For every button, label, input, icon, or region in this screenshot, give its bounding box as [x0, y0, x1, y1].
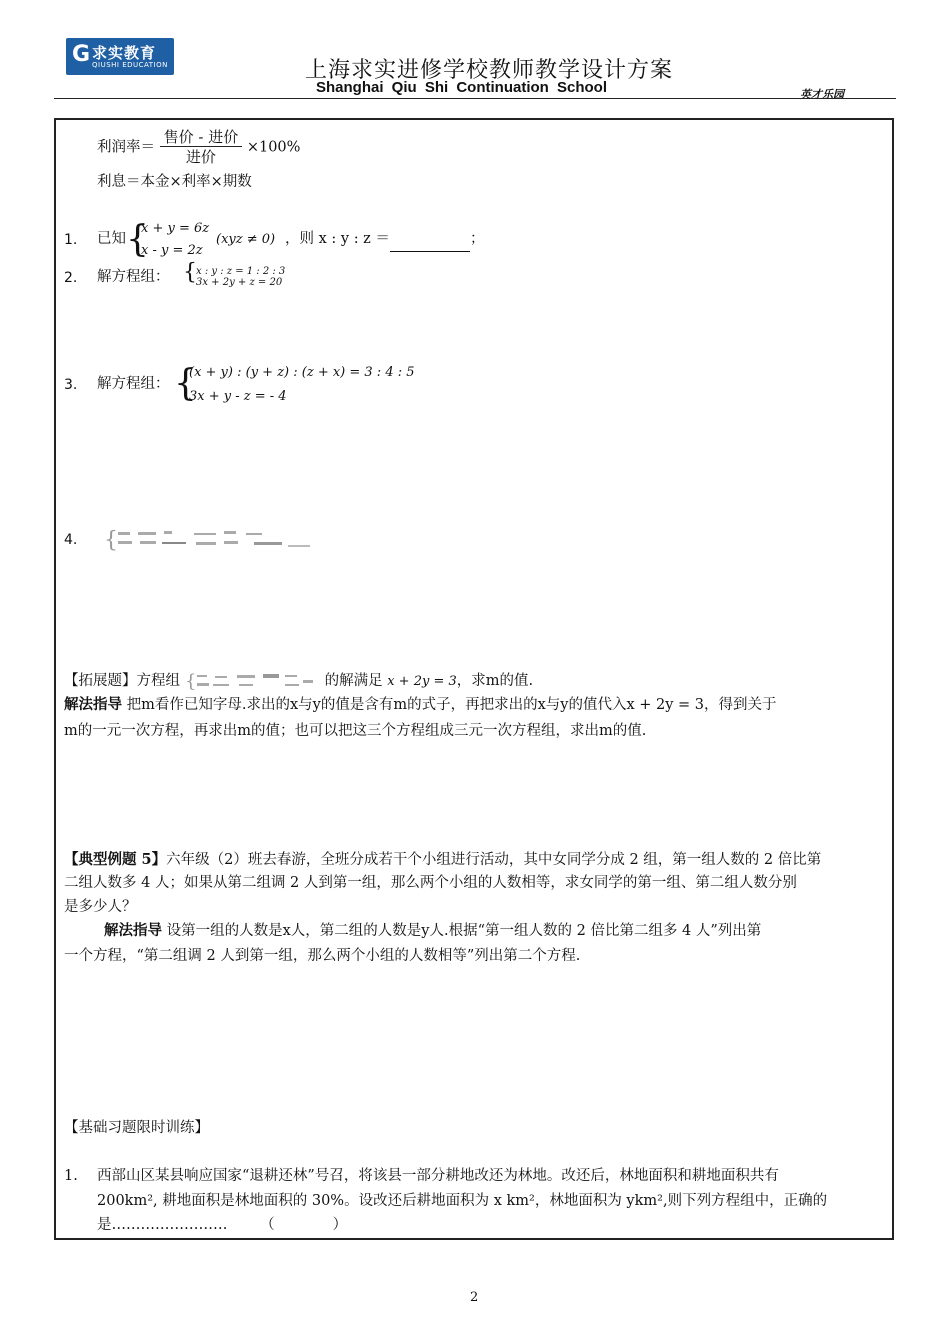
training-q1-text-3: 是…………………… — [97, 1217, 228, 1233]
extension-guide-text-1: 把m看作已知字母.求出的x与y的值是含有m的式子，再把求出的x与y的值代入x + 2y = 3，得到关于 — [122, 697, 777, 713]
training-q1-line-2: 200km², 耕地面积是林地面积的 30%。设改还后耕地面积为 x km²，林地面积为 ykm²,则下列方程组中，正确的 — [97, 1193, 828, 1209]
training-heading: 【基础习题限时训练】 — [64, 1120, 209, 1136]
problem-2-number: 2. — [64, 270, 78, 286]
answer-parentheses: （ ） — [260, 1217, 348, 1233]
example5-guide-line-2: 一个方程，“第二组调 2 人到第一组，那么两个小组的人数相等”列出第二个方程. — [64, 948, 581, 964]
problem-2-brace: { — [183, 260, 197, 285]
problem-1-eq2: x - y = 2z — [141, 243, 203, 258]
header-divider — [54, 98, 896, 99]
problem-1-number: 1. — [64, 232, 78, 248]
training-q1-number: 1. — [64, 1168, 78, 1184]
problem-1-tail: ； — [469, 231, 485, 247]
svg-text:{: { — [184, 672, 197, 690]
page-title: 上海求实进修学校教师教学设计方案 — [305, 58, 674, 83]
training-q1-line-3 — [97, 1213, 347, 1238]
header-tag: 英才乐园 — [800, 88, 844, 101]
extension-text-2: 的解满足 — [324, 673, 383, 689]
profit-numerator: 售价 - 进价 — [160, 128, 243, 147]
garbled-system-icon — [185, 672, 325, 690]
problem-1-ask — [285, 227, 484, 252]
interest-formula: 利息＝本金×利率×期数 — [97, 174, 252, 190]
problem-2-eq2: 3x + 2y + z = 20 — [196, 277, 283, 288]
example5-text-1: 六年级（2）班去春游，全班分成若干个小组进行活动，其中女同学分成 2 组，第一组人数的 2 倍比第 — [166, 852, 822, 868]
extension-problem — [64, 669, 533, 694]
extension-condition: x + 2y = 3 — [387, 674, 457, 689]
example5-tag: 【典型例题 5】 — [64, 851, 167, 868]
extension-guide-line-2: m的一元一次方程，再求出m的值；也可以把这三个方程组成三元一次方程组，求出m的值. — [64, 723, 647, 739]
example5-guide-label: 解法指导 — [104, 922, 162, 939]
example5-line-2: 二组人数多 4 人；如果从第二组调 2 人到第一组，那么两个小组的人数相等，求女同学的第一组、第二组人数分别 — [64, 875, 797, 891]
problem-3-eq2: 3x + y - z = - 4 — [189, 389, 287, 404]
logo-text-en: QIUSHI EDUCATION — [92, 61, 168, 69]
logo-text-cn: 求实教育 — [92, 44, 157, 62]
profit-denominator: 进价 — [185, 148, 216, 166]
extension-text-3: ，求m的值. — [456, 673, 534, 689]
page-subtitle: Shanghai Qiu Shi Continuation School — [316, 79, 607, 96]
problem-1-condition: (xyz ≠ 0) — [216, 232, 276, 247]
problem-1-brace: { — [126, 219, 149, 260]
problem-3-eq1: (x + y) : (y + z) : (z + x) = 3 : 4 : 5 — [189, 365, 415, 380]
answer-blank — [390, 237, 470, 252]
example5-line-1 — [64, 847, 884, 873]
training-q1-line-1: 西部山区某县响应国家“退耕还林”号召，将该县一部分耕地改还为林地。改还后，林地面积和耕地面积共有 — [97, 1168, 779, 1184]
problem-2-eq1: x : y : z = 1 : 2 : 3 — [196, 266, 286, 277]
problem-3-number: 3. — [64, 377, 78, 393]
garbled-equation-icon — [104, 527, 314, 553]
example5-guide-text-1: 设第一组的人数是x人，第二组的人数是y人.根据“第一组人数的 2 倍比第二组多 4 人”列出第 — [162, 923, 762, 939]
profit-tail: ×100% — [246, 139, 301, 156]
extension-guide-label: 解法指导 — [64, 696, 122, 713]
profit-fraction — [160, 128, 243, 167]
school-logo — [66, 38, 174, 75]
profit-formula — [97, 128, 300, 167]
problem-4-number: 4. — [64, 532, 78, 548]
problem-1-ask-text: ，则 x : y : z ＝ — [285, 231, 390, 247]
svg-text:{: { — [104, 528, 118, 553]
problem-4-equation-image — [104, 527, 314, 557]
logo-icon: G — [72, 42, 91, 67]
example5-line-3: 是多少人？ — [64, 899, 137, 915]
problem-3-lead: 解方程组： — [97, 376, 170, 392]
page-number: 2 — [470, 1290, 479, 1305]
problem-1-lead: 已知 — [97, 231, 126, 247]
problem-2-lead: 解方程组： — [97, 269, 170, 285]
example5-guide-line-1 — [104, 918, 886, 944]
extension-tag: 【拓展题】 — [64, 673, 137, 689]
problem-3-brace: { — [174, 363, 197, 404]
problem-1-eq1: x + y = 6z — [141, 221, 210, 236]
profit-label: 利润率＝ — [97, 139, 155, 156]
extension-guide-line-1 — [64, 692, 884, 718]
extension-text-1: 方程组 — [136, 673, 180, 689]
